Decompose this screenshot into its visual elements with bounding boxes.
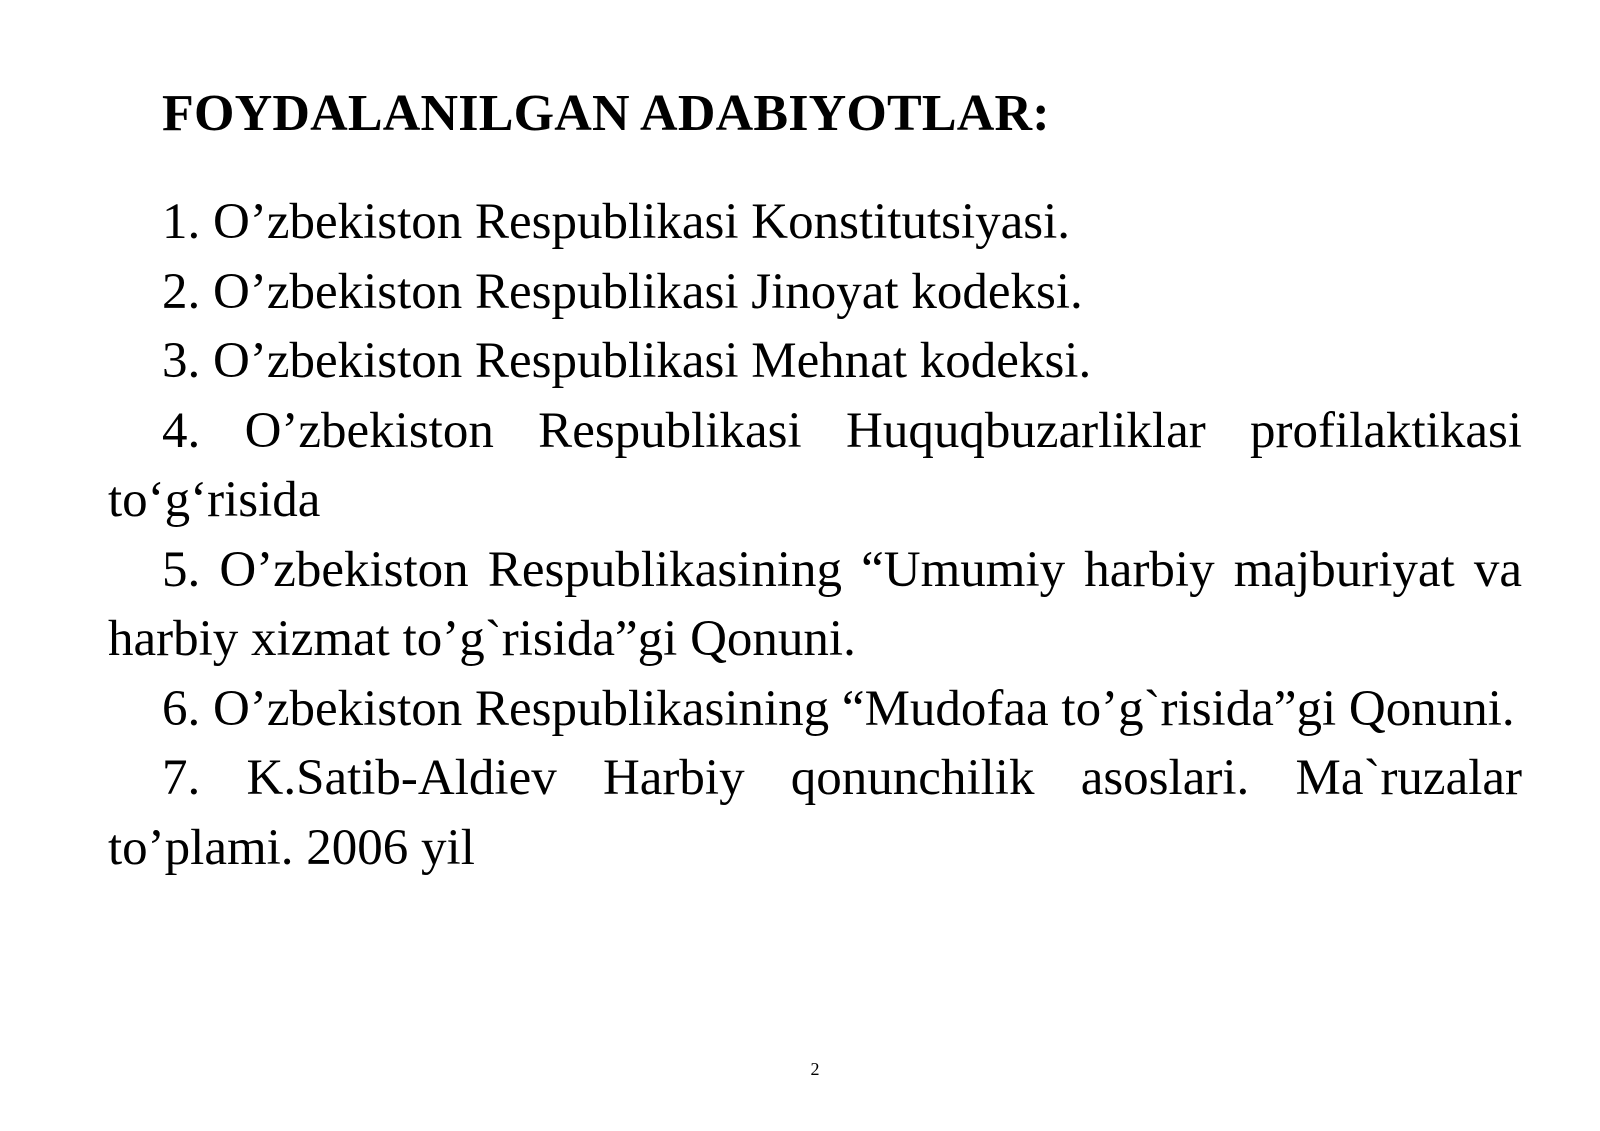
reference-item-6: 6. O’zbekiston Respublikasining “Mudofaa to’g`risida”gi Qonuni. — [162, 680, 1515, 737]
reference-item-1: 1. O’zbekiston Respublikasi Konstitutsiyasi. — [162, 194, 1071, 250]
page-title: FOYDALANILGAN ADABIYOTLAR: — [162, 85, 1050, 142]
reference-item-5: 5. O’zbekiston Respublikasining “Umumiy harbiy majburiyat va harbiy xizmat to’g`risida”gi Qonuni. — [108, 541, 1522, 667]
page-number: 2 — [810, 1059, 820, 1079]
reference-item-2: 2. O’zbekiston Respublikasi Jinoyat kodeksi. — [162, 263, 1083, 320]
reference-item-3: 3. O’zbekiston Respublikasi Mehnat kodeksi. — [162, 333, 1092, 389]
reference-item-7: 7. K.Satib-Aldiev Harbiy qonunchilik asoslari. Ma`ruzalar to’plami. 2006 yil — [108, 750, 1522, 876]
reference-item-4: 4. O’zbekiston Respublikasi Huquqbuzarliklar profilaktikasi to‘g‘risida — [108, 402, 1522, 528]
reference-list — [108, 188, 1522, 883]
